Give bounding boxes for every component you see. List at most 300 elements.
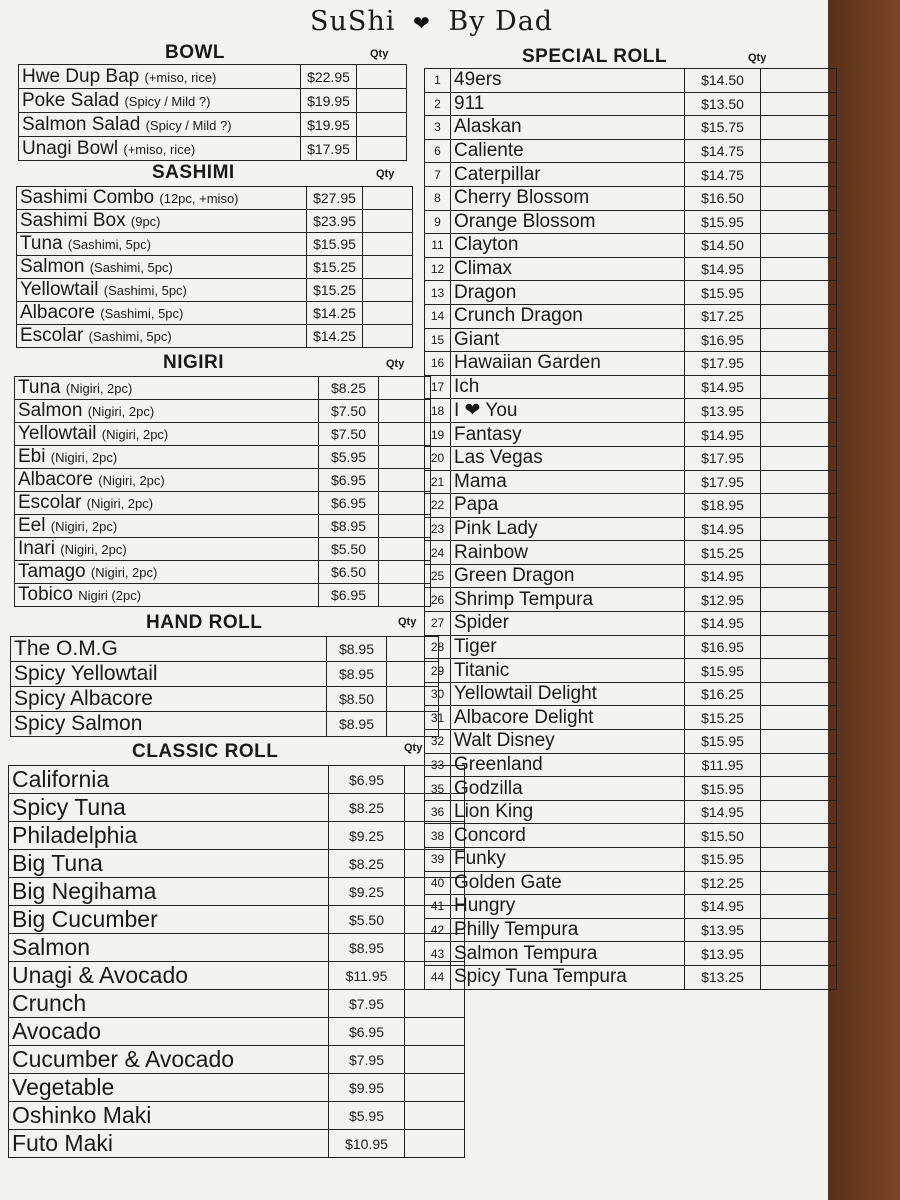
item-name-cell <box>9 794 329 822</box>
item-name-cell <box>451 777 685 801</box>
item-name-cell <box>451 375 685 399</box>
qty-box[interactable] <box>761 635 837 659</box>
qty-box[interactable] <box>761 895 837 919</box>
qty-box[interactable] <box>363 210 413 233</box>
qty-box[interactable] <box>379 423 431 446</box>
menu-row <box>425 234 837 258</box>
qty-box[interactable] <box>405 1046 465 1074</box>
menu-row <box>425 186 837 210</box>
item-price: $15.95 <box>685 777 761 801</box>
item-name: Futo Maki <box>12 1130 113 1156</box>
item-name: Tobico <box>18 584 73 605</box>
item-number: 8 <box>425 186 451 210</box>
item-name: Tamago <box>18 561 86 582</box>
item-number: 20 <box>425 446 451 470</box>
item-price: $13.50 <box>685 92 761 116</box>
qty-box[interactable] <box>379 538 431 561</box>
item-name-cell <box>9 878 329 906</box>
qty-box[interactable] <box>761 730 837 754</box>
item-number: 32 <box>425 730 451 754</box>
item-note: (Nigiri, 2pc) <box>50 450 118 465</box>
item-note: (Nigiri, 2pc) <box>65 381 133 396</box>
item-name-cell <box>15 423 319 446</box>
item-number: 14 <box>425 304 451 328</box>
item-name-cell <box>9 934 329 962</box>
qty-box[interactable] <box>761 446 837 470</box>
item-price: $14.95 <box>685 800 761 824</box>
qty-box[interactable] <box>363 325 413 348</box>
item-price: $7.95 <box>329 1046 405 1074</box>
menu-row <box>11 637 439 662</box>
item-name: Yellowtail <box>20 279 99 300</box>
qty-box[interactable] <box>761 328 837 352</box>
menu-row <box>19 89 407 113</box>
item-number: 40 <box>425 871 451 895</box>
item-number: 21 <box>425 470 451 494</box>
item-price: $6.50 <box>319 561 379 584</box>
menu-row <box>425 635 837 659</box>
item-price: $15.25 <box>307 279 363 302</box>
item-number: 27 <box>425 612 451 636</box>
item-number: 43 <box>425 942 451 966</box>
sashimi-table <box>16 186 413 348</box>
bowl-qty-header: Qty <box>370 48 389 60</box>
item-name: Greenland <box>454 753 543 775</box>
item-note: (Spicy / Mild ?) <box>145 117 232 133</box>
qty-box[interactable] <box>761 423 837 447</box>
nigiri-table <box>14 376 431 607</box>
item-number: 22 <box>425 494 451 518</box>
item-number: 35 <box>425 777 451 801</box>
qty-box[interactable] <box>379 400 431 423</box>
item-name: Caliente <box>454 140 524 162</box>
menu-row <box>425 304 837 328</box>
item-name-cell <box>451 965 685 989</box>
menu-row <box>425 116 837 140</box>
item-price: $17.95 <box>685 352 761 376</box>
item-price: $16.25 <box>685 682 761 706</box>
item-name-cell <box>451 706 685 730</box>
item-price: $6.95 <box>319 492 379 515</box>
menu-row <box>15 446 431 469</box>
bowl-table <box>18 64 407 161</box>
qty-box[interactable] <box>405 1102 465 1130</box>
item-name: Salmon Salad <box>22 113 141 135</box>
item-price: $15.25 <box>685 541 761 565</box>
qty-box[interactable] <box>761 753 837 777</box>
item-price: $14.50 <box>685 69 761 93</box>
menu-row <box>9 1074 465 1102</box>
item-price: $15.25 <box>307 256 363 279</box>
item-name: Big Negihama <box>12 878 157 904</box>
qty-box[interactable] <box>379 515 431 538</box>
menu-row <box>9 962 465 990</box>
item-name-cell <box>9 1102 329 1130</box>
qty-box[interactable] <box>761 257 837 281</box>
item-price: $14.95 <box>685 612 761 636</box>
item-price: $15.50 <box>685 824 761 848</box>
item-price: $5.50 <box>319 538 379 561</box>
item-name-cell <box>19 113 301 137</box>
qty-box[interactable] <box>405 990 465 1018</box>
item-name-cell <box>15 561 319 584</box>
qty-box[interactable] <box>379 446 431 469</box>
item-note: (9pc) <box>130 214 161 229</box>
item-name-cell <box>451 682 685 706</box>
item-name-cell <box>451 635 685 659</box>
item-name: Clayton <box>454 234 519 256</box>
item-price: $9.95 <box>329 1074 405 1102</box>
sashimi-qty-header: Qty <box>376 168 395 180</box>
item-number: 42 <box>425 918 451 942</box>
qty-box[interactable] <box>761 281 837 305</box>
item-price: $22.95 <box>301 65 357 89</box>
item-price: $10.95 <box>329 1130 405 1158</box>
menu-row <box>17 279 413 302</box>
menu-row <box>19 137 407 161</box>
item-name: Salmon Tempura <box>454 942 598 964</box>
qty-box[interactable] <box>761 965 837 989</box>
item-price: $6.95 <box>319 469 379 492</box>
item-number: 3 <box>425 116 451 140</box>
item-price: $19.95 <box>301 113 357 137</box>
qty-box[interactable] <box>761 186 837 210</box>
item-name-cell <box>15 584 319 607</box>
item-name: Hungry <box>454 895 516 917</box>
item-number: 28 <box>425 635 451 659</box>
item-name: California <box>12 766 110 792</box>
qty-box[interactable] <box>761 682 837 706</box>
qty-box[interactable] <box>761 848 837 872</box>
item-name-cell <box>17 279 307 302</box>
bowl-heading: BOWL <box>165 42 226 63</box>
menu-row <box>15 538 431 561</box>
qty-box[interactable] <box>761 777 837 801</box>
menu-row <box>15 492 431 515</box>
menu-row <box>9 794 465 822</box>
menu-row <box>15 400 431 423</box>
item-price: $14.50 <box>685 234 761 258</box>
menu-row <box>11 687 439 712</box>
item-name-cell <box>11 637 327 662</box>
hand-roll-table <box>10 636 439 737</box>
item-price: $6.95 <box>329 766 405 794</box>
qty-box[interactable] <box>761 234 837 258</box>
qty-box[interactable] <box>363 256 413 279</box>
item-name-cell <box>15 515 319 538</box>
qty-box[interactable] <box>363 233 413 256</box>
qty-box[interactable] <box>379 469 431 492</box>
qty-box[interactable] <box>761 470 837 494</box>
item-name: Crunch <box>12 990 87 1016</box>
item-name: Walt Disney <box>454 730 555 752</box>
item-price: $9.25 <box>329 878 405 906</box>
item-name-cell <box>9 822 329 850</box>
qty-box[interactable] <box>761 210 837 234</box>
menu-row <box>15 515 431 538</box>
item-note: (Sashimi, 5pc) <box>67 237 151 252</box>
menu-row <box>425 446 837 470</box>
item-price: $14.25 <box>307 325 363 348</box>
qty-box[interactable] <box>761 800 837 824</box>
item-name-cell <box>451 281 685 305</box>
item-number: 25 <box>425 564 451 588</box>
item-name-cell <box>451 257 685 281</box>
item-price: $8.50 <box>327 687 387 712</box>
item-price: $14.95 <box>685 257 761 281</box>
menu-row <box>9 1018 465 1046</box>
hand-roll-heading: HAND ROLL <box>146 612 263 633</box>
menu-row <box>425 777 837 801</box>
item-price: $6.95 <box>329 1018 405 1046</box>
item-name-cell <box>11 662 327 687</box>
item-note: (Sashimi, 5pc) <box>103 283 187 298</box>
item-name: Oshinko Maki <box>12 1102 152 1128</box>
item-note: (Nigiri, 2pc) <box>101 427 169 442</box>
menu-row <box>9 1046 465 1074</box>
item-price: $8.25 <box>319 377 379 400</box>
qty-box[interactable] <box>379 492 431 515</box>
item-name: Unagi Bowl <box>22 137 119 159</box>
title-by-dad: By Dad <box>448 6 554 37</box>
nigiri-qty-header: Qty <box>386 358 405 370</box>
qty-box[interactable] <box>761 163 837 187</box>
item-name-cell <box>451 163 685 187</box>
qty-box[interactable] <box>405 1018 465 1046</box>
menu-row <box>425 494 837 518</box>
item-name-cell <box>451 942 685 966</box>
qty-box[interactable] <box>761 116 837 140</box>
menu-row <box>11 712 439 737</box>
menu-row <box>425 871 837 895</box>
item-name-cell <box>451 304 685 328</box>
qty-box[interactable] <box>761 541 837 565</box>
item-note: (Spicy / Mild ?) <box>124 93 211 109</box>
item-name-cell <box>11 712 327 737</box>
item-note: (Nigiri, 2pc) <box>60 542 127 557</box>
item-name: Cherry Blossom <box>454 187 590 209</box>
item-name: Pink Lady <box>454 517 538 539</box>
qty-box[interactable] <box>357 137 407 161</box>
qty-box[interactable] <box>761 69 837 93</box>
special-roll-heading: SPECIAL ROLL <box>522 46 667 67</box>
qty-box[interactable] <box>761 706 837 730</box>
item-name: Lion King <box>454 801 534 823</box>
item-name: Funky <box>454 848 506 870</box>
item-name: Ich <box>454 376 480 398</box>
item-name-cell <box>451 588 685 612</box>
item-name-cell <box>11 687 327 712</box>
qty-box[interactable] <box>761 824 837 848</box>
item-price: $8.95 <box>327 637 387 662</box>
menu-row <box>425 730 837 754</box>
menu-row <box>425 564 837 588</box>
qty-box[interactable] <box>379 561 431 584</box>
menu-row <box>425 517 837 541</box>
item-name-cell <box>19 89 301 113</box>
qty-box[interactable] <box>761 352 837 376</box>
menu-row <box>19 65 407 89</box>
item-name-cell <box>15 492 319 515</box>
item-name: Inari <box>18 538 55 559</box>
qty-box[interactable] <box>357 65 407 89</box>
item-name: I ❤ You <box>454 400 518 422</box>
menu-row <box>425 800 837 824</box>
item-name-cell <box>17 325 307 348</box>
menu-row <box>425 682 837 706</box>
item-name: Salmon <box>18 400 83 421</box>
special-roll-qty-header: Qty <box>748 52 767 64</box>
item-price: $23.95 <box>307 210 363 233</box>
item-price: $11.95 <box>329 962 405 990</box>
qty-box[interactable] <box>761 659 837 683</box>
menu-row <box>17 210 413 233</box>
qty-box[interactable] <box>761 494 837 518</box>
item-number: 36 <box>425 800 451 824</box>
qty-box[interactable] <box>379 377 431 400</box>
qty-box[interactable] <box>405 1130 465 1158</box>
item-name-cell <box>15 400 319 423</box>
menu-row <box>425 92 837 116</box>
menu-row <box>9 822 465 850</box>
menu-row <box>9 1102 465 1130</box>
menu-row <box>425 69 837 93</box>
item-number: 29 <box>425 659 451 683</box>
item-name: Tuna <box>20 233 63 254</box>
item-name-cell <box>451 564 685 588</box>
qty-box[interactable] <box>761 612 837 636</box>
item-number: 11 <box>425 234 451 258</box>
menu-row <box>425 210 837 234</box>
menu-row <box>9 850 465 878</box>
item-number: 33 <box>425 753 451 777</box>
item-name: 911 <box>454 92 485 114</box>
item-price: $14.95 <box>685 375 761 399</box>
item-name: Climax <box>454 258 513 280</box>
item-name: Albacore <box>18 469 93 490</box>
qty-box[interactable] <box>761 517 837 541</box>
qty-box[interactable] <box>761 918 837 942</box>
item-price: $7.50 <box>319 400 379 423</box>
qty-box[interactable] <box>363 302 413 325</box>
item-price: $17.95 <box>301 137 357 161</box>
item-number: 31 <box>425 706 451 730</box>
qty-box[interactable] <box>363 279 413 302</box>
item-name-cell <box>9 1130 329 1158</box>
menu-row <box>425 824 837 848</box>
menu-row <box>425 257 837 281</box>
item-number: 1 <box>425 69 451 93</box>
item-name-cell <box>9 962 329 990</box>
item-name: Philadelphia <box>12 822 138 848</box>
qty-box[interactable] <box>363 187 413 210</box>
item-note: (+miso, rice) <box>123 141 196 157</box>
menu-row <box>425 281 837 305</box>
item-name: Fantasy <box>454 423 522 445</box>
item-name: Hwe Dup Bap <box>22 65 140 87</box>
item-number: 13 <box>425 281 451 305</box>
item-note: (Sashimi, 5pc) <box>89 260 173 275</box>
qty-box[interactable] <box>761 942 837 966</box>
item-name: Shrimp Tempura <box>454 588 594 610</box>
item-name-cell <box>9 1046 329 1074</box>
item-price: $7.50 <box>319 423 379 446</box>
item-name: Mama <box>454 470 507 492</box>
item-name-cell <box>451 848 685 872</box>
qty-box[interactable] <box>761 588 837 612</box>
item-name-cell <box>451 69 685 93</box>
menu-row <box>425 328 837 352</box>
menu-title <box>310 6 553 37</box>
item-name: Spicy Tuna Tempura <box>454 966 627 988</box>
item-price: $15.95 <box>685 848 761 872</box>
qty-box[interactable] <box>379 584 431 607</box>
item-name-cell <box>17 210 307 233</box>
menu-row <box>11 662 439 687</box>
menu-row <box>17 256 413 279</box>
qty-box[interactable] <box>761 92 837 116</box>
item-name: Eel <box>18 515 46 536</box>
qty-box[interactable] <box>761 139 837 163</box>
item-price: $5.95 <box>319 446 379 469</box>
item-name: Yellowtail <box>18 423 97 444</box>
qty-box[interactable] <box>761 871 837 895</box>
qty-box[interactable] <box>357 89 407 113</box>
item-number: 44 <box>425 965 451 989</box>
item-name: Sashimi Combo <box>20 187 155 208</box>
item-name-cell <box>451 871 685 895</box>
item-name-cell <box>9 850 329 878</box>
classic-roll-qty-header: Qty <box>404 742 423 754</box>
item-price: $12.95 <box>685 588 761 612</box>
sashimi-heading: SASHIMI <box>152 162 235 183</box>
menu-row <box>425 139 837 163</box>
item-price: $15.95 <box>685 659 761 683</box>
item-name: Vegetable <box>12 1074 115 1100</box>
item-name-cell <box>451 116 685 140</box>
item-price: $16.95 <box>685 328 761 352</box>
item-number: 7 <box>425 163 451 187</box>
classic-roll-heading: CLASSIC ROLL <box>132 741 279 762</box>
qty-box[interactable] <box>761 399 837 423</box>
special-roll-table <box>424 68 837 990</box>
item-name: Alaskan <box>454 116 522 138</box>
item-name: Tuna <box>18 377 61 398</box>
item-price: $5.95 <box>329 1102 405 1130</box>
qty-box[interactable] <box>761 304 837 328</box>
item-price: $13.25 <box>685 965 761 989</box>
item-price: $14.75 <box>685 139 761 163</box>
item-name-cell <box>451 541 685 565</box>
item-price: $7.95 <box>329 990 405 1018</box>
item-note: (+miso, rice) <box>144 69 217 85</box>
item-note: (Nigiri, 2pc) <box>90 565 158 580</box>
item-number: 6 <box>425 139 451 163</box>
item-price: $15.75 <box>685 116 761 140</box>
qty-box[interactable] <box>405 1074 465 1102</box>
item-name: Salmon <box>20 256 85 277</box>
qty-box[interactable] <box>761 375 837 399</box>
qty-box[interactable] <box>761 564 837 588</box>
item-price: $8.95 <box>329 934 405 962</box>
item-name: 49ers <box>454 69 502 91</box>
menu-row <box>425 470 837 494</box>
item-note: (Nigiri, 2pc) <box>86 496 154 511</box>
item-name-cell <box>9 766 329 794</box>
qty-box[interactable] <box>357 113 407 137</box>
item-number: 30 <box>425 682 451 706</box>
item-name-cell <box>451 210 685 234</box>
